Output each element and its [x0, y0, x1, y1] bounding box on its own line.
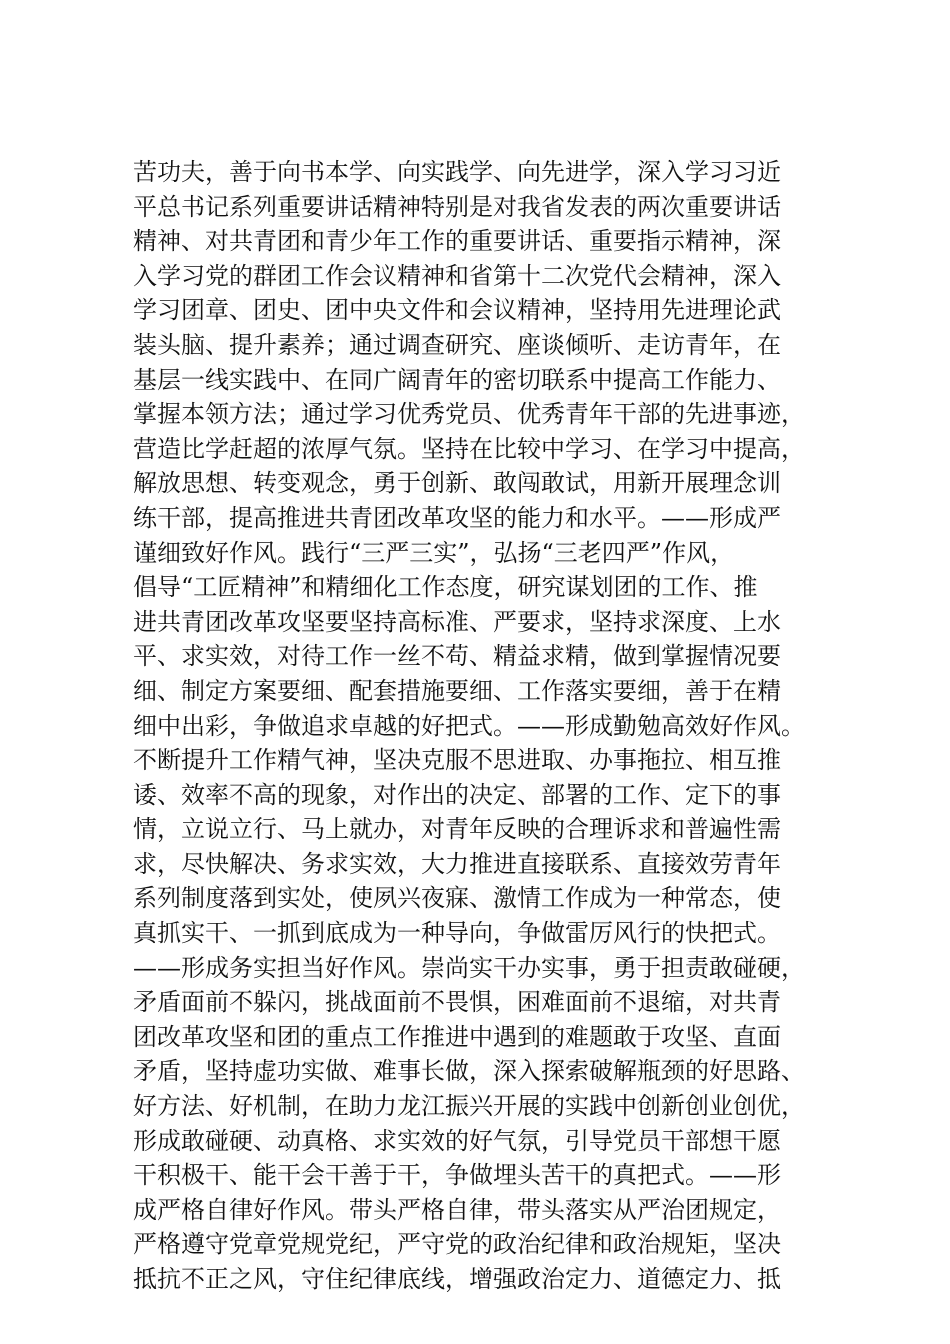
text-line: 形成敢碰硬、动真格、求实效的好气氛，引导党员干部想干愿 — [133, 1126, 781, 1155]
text-line: 严格遵守党章党规党纪，严守党的政治纪律和政治规矩，坚决 — [133, 1230, 781, 1259]
text-line: 平总书记系列重要讲话精神特别是对我省发表的两次重要讲话 — [133, 192, 781, 221]
text-line: 谨细致好作风。践行“三严三实”，弘扬“三老四严”作风， — [133, 538, 735, 567]
text-line: 入学习党的群团工作会议精神和省第十二次党代会精神，深入 — [133, 261, 781, 290]
text-line: 倡导“工匠精神”和精细化工作态度，研究谋划团的工作、推 — [133, 573, 758, 602]
text-line: 团改革攻坚和团的重点工作推进中遇到的难题敢于攻坚、直面 — [133, 1022, 781, 1051]
text-line: 装头脑、提升素养；通过调查研究、座谈倾听、走访青年，在 — [133, 330, 781, 359]
text-line: 不断提升工作精气神，坚决克服不思进取、办事拖拉、相互推 — [133, 746, 781, 775]
text-line: 求，尽快解决、务求实效，大力推进直接联系、直接效劳青年 — [133, 849, 781, 878]
text-line: 营造比学赶超的浓厚气氛。坚持在比较中学习、在学习中提高， — [133, 434, 805, 463]
text-line: 基层一线实践中、在同广阔青年的密切联系中提高工作能力、 — [133, 365, 781, 394]
text-line: 抵抗不正之风，守住纪律底线，增强政治定力、道德定力、抵 — [133, 1265, 781, 1293]
text-line: 学习团章、团史、团中央文件和会议精神，坚持用先进理论武 — [133, 296, 781, 325]
text-line: 真抓实干、一抓到底成为一种导向，争做雷厉风行的快把式。 — [133, 919, 781, 948]
text-line: 干积极干、能干会干善于干，争做埋头苦干的真把式。——形 — [133, 1161, 781, 1190]
text-line: 细、制定方案要细、配套措施要细、工作落实要细，善于在精 — [133, 676, 781, 705]
text-line: ——形成务实担当好作风。崇尚实干办实事，勇于担责敢碰硬， — [133, 953, 805, 982]
text-line: 掌握本领方法；通过学习优秀党员、优秀青年干部的先进事迹， — [133, 400, 805, 429]
body-text — [133, 155, 853, 1297]
text-line: 成严格自律好作风。带头严格自律，带头落实从严治团规定， — [133, 1195, 781, 1224]
text-line: 情，立说立行、马上就办，对青年反映的合理诉求和普遍性需 — [133, 815, 781, 844]
text-line: 精神、对共青团和青少年工作的重要讲话、重要指示精神，深 — [133, 227, 781, 256]
text-line: 好方法、好机制，在助力龙江振兴开展的实践中创新创业创优， — [133, 1092, 805, 1121]
text-line: 细中出彩，争做追求卓越的好把式。——形成勤勉高效好作风。 — [133, 711, 805, 740]
text-line: 平、求实效，对待工作一丝不苟、精益求精，做到掌握情况要 — [133, 642, 781, 671]
text-line: 苦功夫，善于向书本学、向实践学、向先进学，深入学习习近 — [133, 158, 781, 186]
text-line: 诿、效率不高的现象，对作出的决定、部署的工作、定下的事 — [133, 780, 781, 809]
text-line: 进共青团改革攻坚要坚持高标准、严要求，坚持求深度、上水 — [133, 607, 781, 636]
text-line: 系列制度落到实处，使夙兴夜寐、激情工作成为一种常态，使 — [133, 884, 781, 913]
text-line: 矛盾面前不躲闪，挑战面前不畏惧，困难面前不退缩，对共青 — [133, 988, 781, 1017]
text-line: 解放思想、转变观念，勇于创新、敢闯敢试，用新开展理念训 — [133, 469, 781, 498]
text-line: 矛盾，坚持虚功实做、难事长做，深入探索破解瓶颈的好思路、 — [133, 1057, 805, 1086]
text-line: 练干部，提高推进共青团改革攻坚的能力和水平。——形成严 — [133, 503, 781, 532]
